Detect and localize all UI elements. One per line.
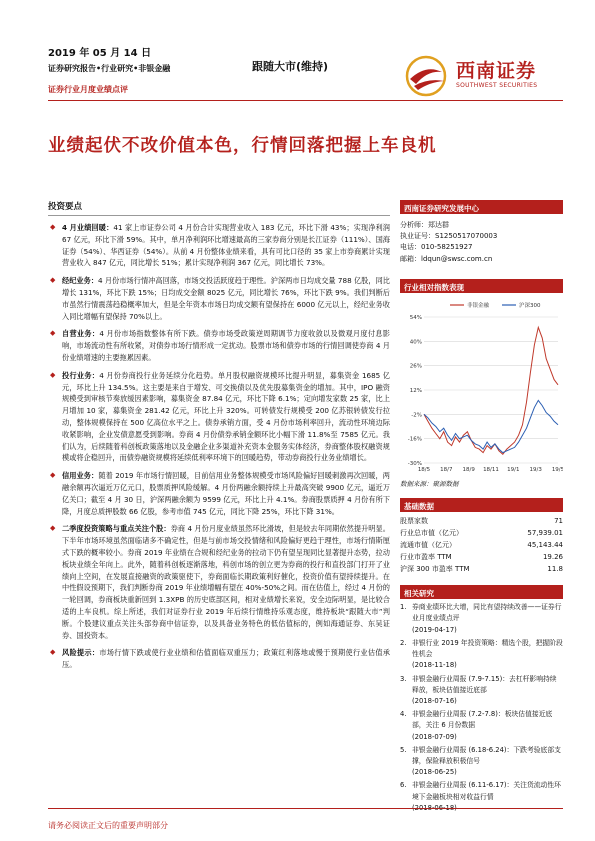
analyst-row xyxy=(400,231,563,242)
paragraph-lead: 二季度投资策略与重点关注个股： xyxy=(62,524,171,534)
related-number: 5. xyxy=(400,745,407,754)
x-tick-label: 19/3 xyxy=(529,466,542,473)
report-title: 业绩起伏不改价值本色，行情回落把握上车良机 xyxy=(48,136,437,156)
analyst-key: 分析师： xyxy=(400,221,428,229)
highlight-paragraph xyxy=(48,523,390,641)
paragraph-lead: 4 月业绩回暖： xyxy=(62,223,114,232)
x-tick-label: 18/9 xyxy=(462,466,475,473)
research-center-bar: 西南证券研究发展中心 xyxy=(400,200,563,214)
analyst-row xyxy=(400,220,563,231)
highlight-paragraph xyxy=(48,328,390,363)
legend-label: 沪深300 xyxy=(519,302,541,309)
analyst-key: 邮箱： xyxy=(400,254,421,263)
series-line xyxy=(424,327,558,454)
investment-highlights xyxy=(48,200,390,671)
paragraph-text: 41 家上市证券公司 4 月份合计实现营业收入 183 亿元，环比下滑 43%；实现净利润 67 亿元，环比下滑 59%。其中，单月净利润环比增速最高的三家券商分别是长江证券（111%）、国海证券（54%）、华西证券（54%）。从前 4 月份整体业绩来看，具有可比口径的 35 家上市券商累计实现营业收入 847 亿元，同比增长 51%；累计实现净利润 367 亿元，同比增长 73%。 xyxy=(62,223,390,268)
related-research-list xyxy=(400,602,563,814)
footer-disclaimer: 请务必阅读正文后的重要声明部分 xyxy=(48,821,168,830)
y-tick-label: 40% xyxy=(409,339,422,346)
bullet-icon: ◆ xyxy=(50,471,56,480)
related-number: 6. xyxy=(400,781,407,790)
x-tick-label: 18/11 xyxy=(483,466,499,473)
company-logo xyxy=(404,54,564,98)
analyst-value: S1250517070003 xyxy=(435,232,498,241)
footer-divider xyxy=(48,808,563,809)
paragraph-lead: 投行业务： xyxy=(62,370,100,380)
related-title: 非银金融行业周报 (7.2-7.8)：板块估值接近底部，关注 6 月份数据 xyxy=(412,710,553,730)
paragraph-text: 4 月份市场行情冲高回落，市场交投活跃度趋于理性。沪深两市日均成交量 788 亿股，同比增长 131%，环比下跌 15%；日均成交金额 8025 亿元，同比增长 76%，环比下跌 9%。我们判断后市虽然行情震荡趋稳概率加大，但是全年资本市场日均成交额有望保持在 6000 亿元以上，经纪业务收入同比增幅有望保持 70%以上。 xyxy=(62,276,390,321)
bullet-icon: ◆ xyxy=(50,370,56,379)
section-heading: 投资要点 xyxy=(48,200,390,216)
related-title: 非银金融行业周报 (6.11-6.17)：关注货流动性环境下金融板块相对收益行情 xyxy=(412,781,561,801)
related-date: (2018-06-18) xyxy=(412,803,457,812)
base-data-bar: 基础数据 xyxy=(400,498,563,512)
bullet-icon: ◆ xyxy=(50,524,56,533)
related-date: (2018-06-25) xyxy=(412,768,457,777)
paragraph-text: 随着 2019 年市场行情回暖，目前信用业务整体规模受市场风险偏好回暖刺激再次回暖，两融余额再次逼近万亿元口，股票质押风险缓解。4 月份两融余额持续上升最高突破 9900 亿元，逼近万亿关口；截至 4 月 30 日，沪深两融余额为 9599 亿元，环比上升 4.1%。券商股票质押 4 月份有所下降，月度总质押股数 66 亿股，参考市值 745 亿元，同比下降 25%，环比下降 31%。 xyxy=(62,471,390,516)
y-tick-label: -16% xyxy=(407,436,422,443)
paragraph-lead: 风险提示： xyxy=(62,648,100,658)
chart-source: 数据来源：聚源数据 xyxy=(400,479,459,488)
index-performance-bar: 行业相对指数表现 xyxy=(400,279,563,293)
bullet-icon: ◆ xyxy=(50,648,56,657)
industry-rating: 跟随大市(维持) xyxy=(252,60,329,73)
header-divider xyxy=(48,100,563,101)
related-number: 2. xyxy=(400,638,407,647)
report-category: 证券行业月度业绩点评 xyxy=(48,85,128,94)
analyst-value: 010-58251927 xyxy=(421,243,473,252)
analyst-key: 执业证号： xyxy=(400,232,435,241)
logo-text-cn: 西南证券 xyxy=(456,60,537,82)
series-line xyxy=(424,400,558,452)
related-title: 非银金融行业周报 (6.18-6.24)：下跌考验底部支撑，保险释放积极信号 xyxy=(412,745,561,765)
x-tick-label: 18/7 xyxy=(440,466,453,473)
relative-index-chart xyxy=(400,295,563,477)
related-research-bar: 相关研究 xyxy=(400,585,563,599)
highlight-paragraph xyxy=(48,370,390,464)
related-report-item[interactable] xyxy=(400,674,563,708)
paragraph-text: 券商 4 月份月度业绩虽然环比滑坡，但是较去年同期依然提升明显。下半年市场环境虽然面临诸多不确定性，但是与前市场交投情绪和风险偏好更趋于理性，市场行情斯厘式下跌的概率较小。券商 2019 年业绩在合规和经纪业务的拉动下仍有望呈现同比显著提升态势，拉动板块业绩全年向上。此外，随着科创板逐渐落地，科创市场的创立更为券商的投行和直投部门打开了业绩向上空间，在发展直接融资的政策驱使下，券商面临长期政策利好催化，投资价值有望持续提升。在中性假设预期下，我们判断券商 2019 年业绩增幅有望在 40%-50%之间。而在估值上，经过 4 月份的一轮回调，券商板块重新回到 1.3XPB 的历史底部区间，相对业绩增长来说，安全边际明显，是比较合适的上车良机。综上所述，我们对证券行业 2019 年后续行情维持乐观态度，维持板块“跟随大市”判断。个股建议重点关注头部券商中信证券，以及具备业务特色的低估值标的，例如海通证券、东吴证券、国投资本。 xyxy=(62,524,390,640)
related-date: (2018-07-16) xyxy=(412,696,457,705)
base-data-value: 71 xyxy=(554,516,563,525)
base-data-row xyxy=(400,527,563,539)
paragraph-text: 4 月份市场指数整体有所下跌。债券市场受政策逆周期调节力度收敛以及微观月度付息影响，市场流动性有所收紧，对债券市场行情形成一定扰动。股票市场和债券市场的行情回调使券商 4 月份业绩增速的主要拖累因素。 xyxy=(62,329,390,362)
analyst-value: ldqun@swsc.com.cn xyxy=(421,254,493,263)
related-report-item[interactable] xyxy=(400,709,563,743)
highlight-paragraph xyxy=(48,222,390,269)
base-data-key: 行业市盈率 TTM xyxy=(400,553,452,562)
y-tick-label: -30% xyxy=(407,460,422,467)
related-report-item[interactable] xyxy=(400,745,563,779)
x-tick-label: 19/5 xyxy=(551,466,563,473)
y-tick-label: 54% xyxy=(409,314,422,321)
base-data-row xyxy=(400,551,563,563)
related-date: (2018-11-18) xyxy=(412,661,457,670)
logo-emblem-icon xyxy=(404,54,452,98)
analyst-key: 电话： xyxy=(400,243,421,252)
bullet-icon: ◆ xyxy=(50,276,56,285)
base-data-row xyxy=(400,515,563,527)
paragraph-lead: 自营业务： xyxy=(62,329,100,339)
highlight-paragraph xyxy=(48,470,390,517)
chart-canvas xyxy=(400,295,563,477)
related-report-item[interactable] xyxy=(400,638,563,672)
base-data-table xyxy=(400,515,563,575)
related-title: 非银行业 2019 年投资策略：精选个股，把握阶段性机会 xyxy=(412,638,563,659)
legend-label: 非银金融 xyxy=(467,302,490,309)
report-type: 证券研究报告•行业研究•非银金融 xyxy=(48,64,171,73)
paragraph-text: 4 月份券商投行业务延续分化趋势。单月股权融资规模环比提升明显，募集资金 1685 亿元，环比上升 134.5%。这主要是来自于增发、可交换债以及优先股募集资金的增加。其中，IPO 融资规模受到审核节奏放缓因素影响，募集资金 87.84 亿元，环比下降 6.1%；定向增发家数 25 家，比上月增加 10 家，募集资金 281.42 亿元，环比上升 320%。可转债发行规模受 200 亿苏银转债发行拉动，整体规模保持在 500 亿高位水平之上。债券承销方面，受 4 月份市场利率回升，流动性环境边际收紧影响，企业发债意愿受到影响。券商 4 月份债券承销金额环比小幅下滑 11.8%至 7585 亿元。我们认为，后续随着科创板政策落地以及金融企业多渠道补充资本金服务实体经济，券商整体股权融资规模或将企稳回升，而债券融资规模将延续低利率环境下的回暖趋势，带动券商投行业务业绩增长。 xyxy=(62,370,390,463)
sidebar xyxy=(400,200,563,814)
base-data-key: 行业总市值（亿元） xyxy=(400,528,463,537)
x-tick-label: 18/5 xyxy=(417,466,431,473)
base-data-key: 沪深 300 市盈率 TTM xyxy=(400,565,470,574)
analyst-row xyxy=(400,254,563,265)
analyst-value: 郑达群 xyxy=(428,221,449,229)
y-tick-label: 12% xyxy=(409,387,422,394)
base-data-row xyxy=(400,539,563,551)
paragraph-list xyxy=(48,222,390,671)
highlight-paragraph xyxy=(48,647,390,671)
related-title: 券商业绩环比大增，同比有望持续改善——证券行业月度业绩点评 xyxy=(412,603,562,623)
y-tick-label: 26% xyxy=(409,363,422,370)
related-title: 非银金融行业周报 (7.9-7.15)：去杠杆影响持续释放，板块估值接近底部 xyxy=(412,674,557,694)
paragraph-lead: 经纪业务： xyxy=(62,276,99,286)
analyst-row xyxy=(400,242,563,253)
base-data-key: 股票家数 xyxy=(400,516,428,525)
bullet-icon: ◆ xyxy=(50,223,56,231)
base-data-value: 57,939.01 xyxy=(527,528,563,537)
base-data-value: 11.8 xyxy=(547,565,563,574)
base-data-key: 流通市值（亿元） xyxy=(400,541,456,549)
base-data-row xyxy=(400,563,563,575)
related-number: 4. xyxy=(400,710,407,719)
paragraph-lead: 信用业务： xyxy=(62,471,99,481)
paragraph-text: 市场行情下跌或使行业业绩和估值面临双重压力；政策红利落地或慢于预期使行业估值承压。 xyxy=(62,648,390,670)
logo-text-en: SOUTHWEST SECURITIES xyxy=(456,82,538,89)
x-tick-label: 19/1 xyxy=(507,466,520,473)
bullet-icon: ◆ xyxy=(50,329,56,338)
base-data-value: 19.26 xyxy=(542,553,563,562)
highlight-paragraph xyxy=(48,275,390,322)
related-report-item[interactable] xyxy=(400,602,563,636)
related-date: (2018-07-09) xyxy=(412,732,457,741)
related-date: (2019-04-17) xyxy=(412,625,457,634)
y-tick-label: -2% xyxy=(411,412,422,419)
report-date: 2019 年 05 月 14 日 xyxy=(48,48,152,59)
related-number: 3. xyxy=(400,674,407,683)
analyst-info xyxy=(400,220,563,265)
related-number: 1. xyxy=(400,603,407,612)
base-data-value: 45,143.44 xyxy=(527,541,563,549)
